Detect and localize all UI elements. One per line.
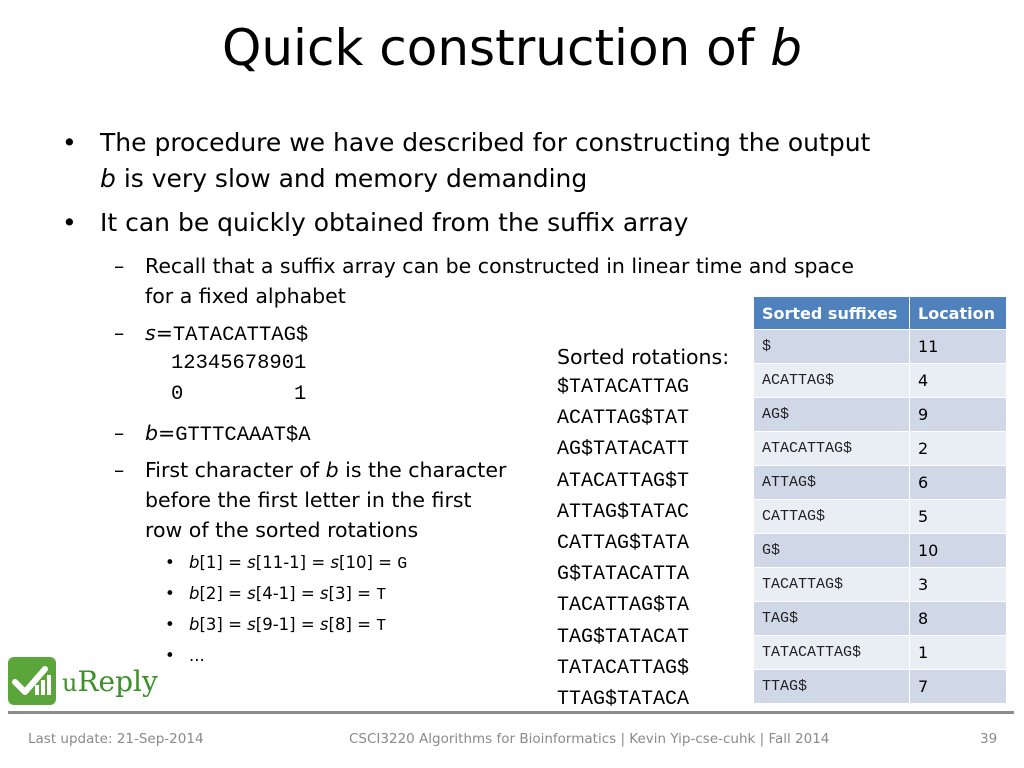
ureply-logo[interactable] <box>8 657 158 707</box>
ex-b: b <box>189 615 200 634</box>
footer-page-number: 39 <box>980 731 998 747</box>
dash-marker: – <box>114 421 125 445</box>
title-text: Quick construction of <box>222 19 771 77</box>
header-location: Location <box>910 297 1007 330</box>
suffix-cell: ATACATTAG$ <box>754 432 910 466</box>
first-char-text-a: First character of <box>145 458 326 482</box>
ex-expr2: [3] = <box>328 584 377 603</box>
b-value: GTTTCAAAT$A <box>175 424 311 447</box>
ex-expr2: [10] = <box>339 553 398 572</box>
rotations-header: Sorted rotations: <box>557 345 730 369</box>
rotation-row: G$TATACATTA <box>557 563 690 587</box>
s-label: s <box>145 321 156 345</box>
ex-val: T <box>376 616 387 635</box>
ex-s: s <box>247 553 256 572</box>
rotation-row: $TATACATTAG <box>557 376 690 399</box>
rotation-row: CATTAG$TATA <box>557 531 690 555</box>
b-definition: b=GTTTCAAAT$A <box>145 421 311 447</box>
suffix-cell: ACATTAG$ <box>754 364 910 398</box>
header-sorted-suffixes: Sorted suffixes <box>754 297 910 330</box>
location-cell: 2 <box>910 432 1007 466</box>
table-row <box>754 330 1007 364</box>
table-row <box>754 500 1007 534</box>
rotation-row: TACATTAG$TA <box>557 594 690 618</box>
location-cell: 8 <box>910 602 1007 636</box>
bullet-dot: • <box>165 646 175 665</box>
table-row <box>754 602 1007 636</box>
location-cell: 5 <box>910 500 1007 534</box>
suffix-cell: G$ <box>754 534 910 568</box>
title-italic: b <box>770 19 802 77</box>
footer-last-update: Last update: 21-Sep-2014 <box>28 731 204 747</box>
first-char-b: b <box>325 458 339 482</box>
s-value: TATACATTAG$ <box>172 324 309 347</box>
checkmark-chart-icon <box>8 657 56 705</box>
table-row <box>754 432 1007 466</box>
location-cell: 6 <box>910 466 1007 500</box>
slide-title <box>0 18 1024 78</box>
rotation-row: TATACATTAG$ <box>557 656 690 680</box>
ex-b: b <box>189 584 200 603</box>
example-3-text <box>189 613 386 638</box>
example-1-text <box>189 551 407 576</box>
location-cell: 10 <box>910 534 1007 568</box>
ex-s2: s <box>319 584 329 603</box>
bullet-text-line2-rest: is very slow and memory demanding <box>115 164 588 193</box>
b-italic: b <box>100 164 116 193</box>
location-cell: 4 <box>910 364 1007 398</box>
location-cell: 11 <box>910 330 1007 364</box>
rotation-row: TAG$TATACAT <box>557 625 690 649</box>
recall-line2: for a fixed alphabet <box>145 284 346 308</box>
logo-reply: Reply <box>77 665 158 698</box>
first-char-line3: row of the sorted rotations <box>145 518 419 542</box>
table-row <box>754 364 1007 398</box>
suffix-cell: $ <box>754 330 910 364</box>
dash-marker: – <box>114 321 125 345</box>
footer-divider <box>8 711 1014 714</box>
location-cell: 9 <box>910 398 1007 432</box>
suffix-array-table <box>753 296 1007 704</box>
ellipsis-text: ... <box>189 646 205 665</box>
footer-course-info: CSCI3220 Algorithms for Bioinformatics | Kevin Yip-cse-cuhk | Fall 2014 <box>349 731 830 747</box>
bullet-dot: • <box>165 553 175 572</box>
ex-idx: [2] = <box>199 584 248 603</box>
rotation-row: AG$TATACATT <box>557 438 690 462</box>
dash-marker: – <box>114 458 125 482</box>
suffix-cell: TTAG$ <box>754 670 910 704</box>
bullet-dot: • <box>62 208 77 237</box>
ex-expr1: [4-1] = <box>255 584 320 603</box>
first-char-line2: before the first letter in the first <box>145 488 472 512</box>
ex-b: b <box>189 553 200 572</box>
ex-idx: [1] = <box>199 553 248 572</box>
table-row <box>754 398 1007 432</box>
table-row <box>754 534 1007 568</box>
ex-expr2: [8] = <box>328 615 377 634</box>
rotation-row: TTAG$TATACA <box>557 687 690 711</box>
logo-glyph <box>8 657 56 705</box>
table-row <box>754 466 1007 500</box>
bullet-dot: • <box>165 584 175 603</box>
location-cell: 1 <box>910 636 1007 670</box>
suffix-cell: CATTAG$ <box>754 500 910 534</box>
ex-s2: s <box>319 615 329 634</box>
rotation-row: ATTAG$TATAC <box>557 500 690 524</box>
dash-marker: – <box>114 254 125 278</box>
table-row <box>754 568 1007 602</box>
table-header-row <box>754 297 1007 330</box>
table-row <box>754 636 1007 670</box>
b-label: b <box>145 421 159 445</box>
rotation-row: ACATTAG$TAT <box>557 407 690 431</box>
location-cell: 3 <box>910 568 1007 602</box>
ex-expr1: [9-1] = <box>255 615 320 634</box>
ex-val: T <box>376 585 387 604</box>
ex-s: s <box>247 615 256 634</box>
ex-s2: s <box>330 553 340 572</box>
suffix-cell: ATTAG$ <box>754 466 910 500</box>
first-char-text-c: is the character <box>338 458 507 482</box>
suffix-cell: TATACATTAG$ <box>754 636 910 670</box>
bullet-dot: • <box>165 615 175 634</box>
ex-s: s <box>247 584 256 603</box>
bullet-dot: • <box>62 128 77 157</box>
s-definition: s=TATACATTAG$ <box>145 321 309 347</box>
example-2-text <box>189 582 386 607</box>
sorted-rotations <box>557 342 729 715</box>
suffix-cell: TACATTAG$ <box>754 568 910 602</box>
logo-u: u <box>62 669 78 697</box>
first-char-line1 <box>145 455 506 485</box>
bullet-text: It can be quickly obtained from the suffix array <box>100 208 689 237</box>
s-index-digits-2: 0 1 <box>171 383 307 406</box>
table-row <box>754 670 1007 704</box>
suffix-cell: AG$ <box>754 398 910 432</box>
location-cell: 7 <box>910 670 1007 704</box>
ex-expr1: [11-1] = <box>255 553 331 572</box>
logo-wordmark <box>62 665 158 698</box>
bullet-text-line2 <box>100 161 587 197</box>
bullet-text-line1: The procedure we have described for constructing the output <box>100 128 871 157</box>
suffix-cell: TAG$ <box>754 602 910 636</box>
rotation-row: ATACATTAG$T <box>557 469 690 493</box>
ex-val: G <box>397 554 408 573</box>
recall-line1: Recall that a suffix array can be constructed in linear time and space <box>145 254 854 278</box>
s-index-digits-1: 12345678901 <box>171 352 307 375</box>
ex-idx: [3] = <box>199 615 248 634</box>
